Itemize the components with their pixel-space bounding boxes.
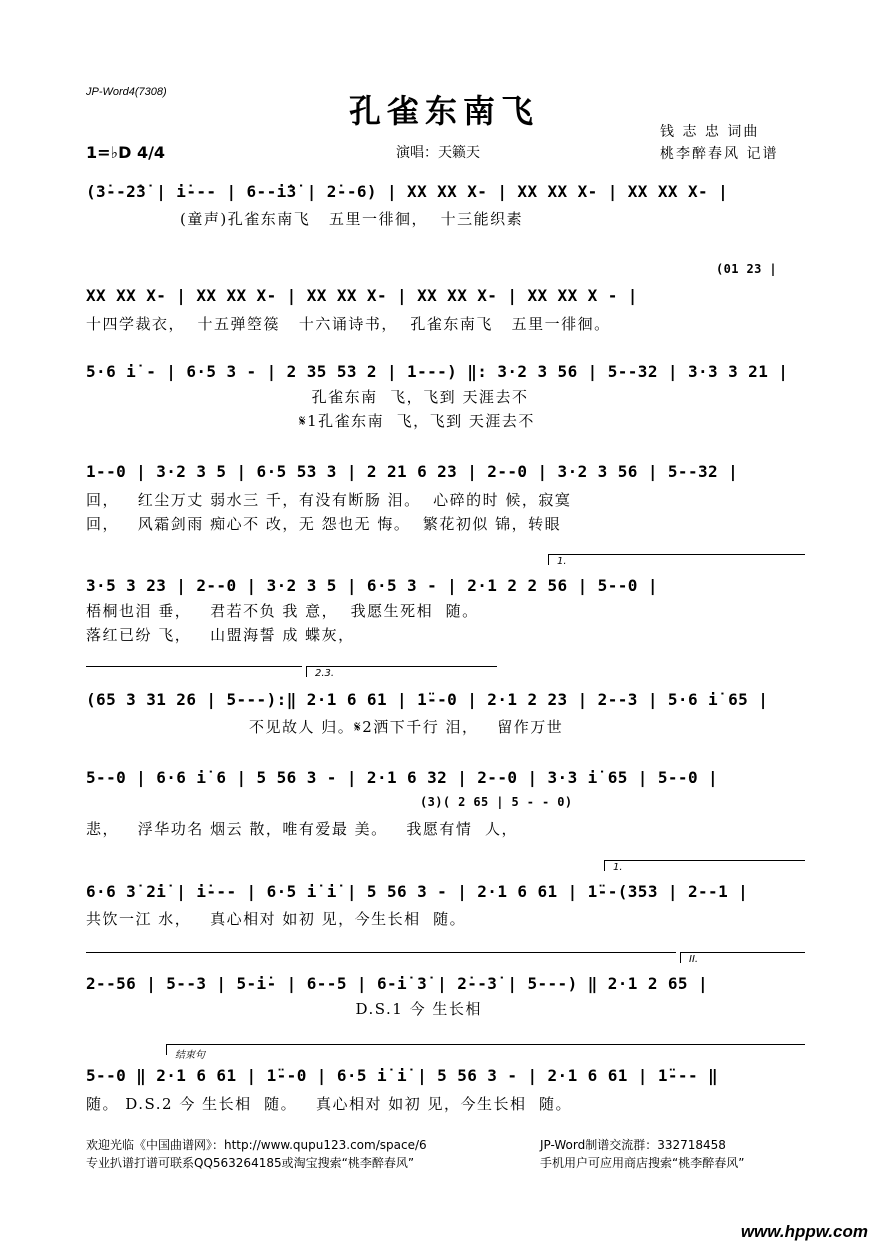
notation-line-8: 6·6 3̇ 2̇i̇ | i̇--- | 6·5 i̇ i̇ | 5 56 3 - | 2·1 6 61 | 1̈--(353 | 2--1 | — [86, 882, 749, 901]
volta-label: 2.3. — [315, 668, 335, 679]
lyrics-line-4a: 回， 红尘万丈 弱水三 千，有没有断肠 泪。 心碎的时 候，寂寞 — [86, 491, 572, 509]
notation-line-5: 3·5 3 23 | 2--0 | 3·2 3 5 | 6·5 3 - | 2·1 2 2 56 | 5--0 | — [86, 576, 658, 595]
pickup-notes: (01 23 | — [716, 262, 777, 276]
notation-line-10: 5--0 ‖ 2·1 6 61 | 1̈--0 | 6·5 i̇ i̇ | 5 56 3 - | 2·1 6 61 | 1̈--- ‖ — [86, 1066, 719, 1085]
footer-app: 手机用户可应用商店搜索“桃李醉春风” — [540, 1156, 745, 1170]
notation-line-6: (65 3 31 26 | 5---):‖ 2·1 6 61 | 1̈--0 | 2·1 2 23 | 2--3 | 5·6 i̇ 65 | — [86, 690, 769, 709]
lyrics-line-1: (童声)孔雀东南飞 五里一徘徊， 十三能织素 — [86, 210, 524, 228]
volta-bracket-ii — [680, 952, 805, 963]
lyrics-line-9: D.S.1 今 生长相 — [86, 1000, 482, 1018]
coda-bracket — [166, 1044, 805, 1061]
watermark: www.hppw.com — [740, 1222, 868, 1241]
lyrics-line-8: 共饮一江 水， 真心相对 如初 见，今生长相 随。 — [86, 910, 467, 928]
notation-line-3: 5·6 i̇ - | 6·5 3 - | 2 35 53 2 | 1---) ‖: 3·2 3 56 | 5--32 | 3·3 3 21 | — [86, 362, 789, 381]
volta-label: 1. — [613, 862, 623, 873]
lyrics-line-3a: 孔雀东南 飞，飞到 天涯去不 — [86, 388, 529, 406]
notation-line-4: 1--0 | 3·2 3 5 | 6·5 53 3 | 2 21 6 23 | 2--0 | 3·2 3 56 | 5--32 | — [86, 462, 739, 481]
volta-bracket-2-3 — [306, 666, 497, 677]
volta-bracket-1 — [548, 554, 805, 565]
lyrics-line-4b: 回， 风霜剑雨 痴心不 改，无 怨也无 悔。 繁花初似 锦，转眼 — [86, 515, 562, 533]
volta-label: II. — [689, 954, 699, 965]
notation-line-7: 5--0 | 6·6 i̇ 6 | 5 56 3 - | 2·1 6 32 | 2--0 | 3·3 i̇ 65 | 5--0 | — [86, 768, 719, 787]
song-title: 孔雀东南飞 — [348, 92, 539, 130]
notation-line-1: (3̇--2̇3̇ | i̇--- | 6--i̇3̇ | 2̇--6) | XX XX X- | XX XX X- | XX XX X- | — [86, 182, 729, 201]
composer-credit: 钱 志 忠 词曲 — [660, 124, 760, 140]
lyrics-line-5a: 梧桐也泪 垂， 君若不负 我 意， 我愿生死相 随。 — [86, 602, 479, 620]
version-label: JP-Word4(7308) — [86, 86, 167, 98]
singer-credit: 演唱：天籁天 — [396, 145, 480, 161]
lyrics-line-10: 随。 D.S.2 今 生长相 随。 真心相对 如初 见，今生长相 随。 — [86, 1095, 573, 1113]
volta-continuation-line — [86, 952, 676, 953]
footer-contact: 专业扒谱打谱可联系QQ563264185或淘宝搜索“桃李醉春风” — [86, 1156, 415, 1170]
lyrics-line-7: 悲， 浮华功名 烟云 散，唯有爱最 美。 我愿有情 人， — [86, 820, 518, 838]
footer-group: JP-Word制谱交流群：332718458 — [540, 1138, 726, 1152]
lyrics-line-2: 十四学裁衣， 十五弹箜篌 十六诵诗书， 孔雀东南飞 五里一徘徊。 — [86, 315, 611, 333]
lyrics-line-5b: 落红已纷 飞， 山盟海誓 成 蝶灰， — [86, 626, 355, 644]
lyrics-line-6: 不见故人 归。𝄋2洒下千行 泪， 留作万世 — [86, 718, 564, 736]
notation-line-9: 2--56 | 5--3 | 5-i̇- | 6--5 | 6-i̇ 3̇ | 2̇--3̇ | 5---) ‖ 2·1 2 65 | — [86, 974, 709, 993]
footer-website: 欢迎光临《中国曲谱网》：http://www.qupu123.com/space/6 — [86, 1138, 427, 1152]
coda-label: 结束句 — [175, 1050, 205, 1061]
volta-continuation-line — [86, 666, 302, 667]
volta-bracket-3 — [604, 860, 805, 871]
volta-label: 1. — [557, 556, 567, 567]
key-signature: 1=♭D 4/4 — [86, 143, 166, 162]
alternate-notes: (3)( 2 65 | 5 - - 0) — [420, 795, 573, 809]
notation-line-2: XX XX X- | XX XX X- | XX XX X- | XX XX X- | XX XX X - | — [86, 286, 638, 305]
lyrics-line-3b: 𝄋1孔雀东南 飞，飞到 天涯去不 — [86, 412, 535, 430]
transcriber-credit: 桃李醉春风 记谱 — [660, 146, 779, 162]
